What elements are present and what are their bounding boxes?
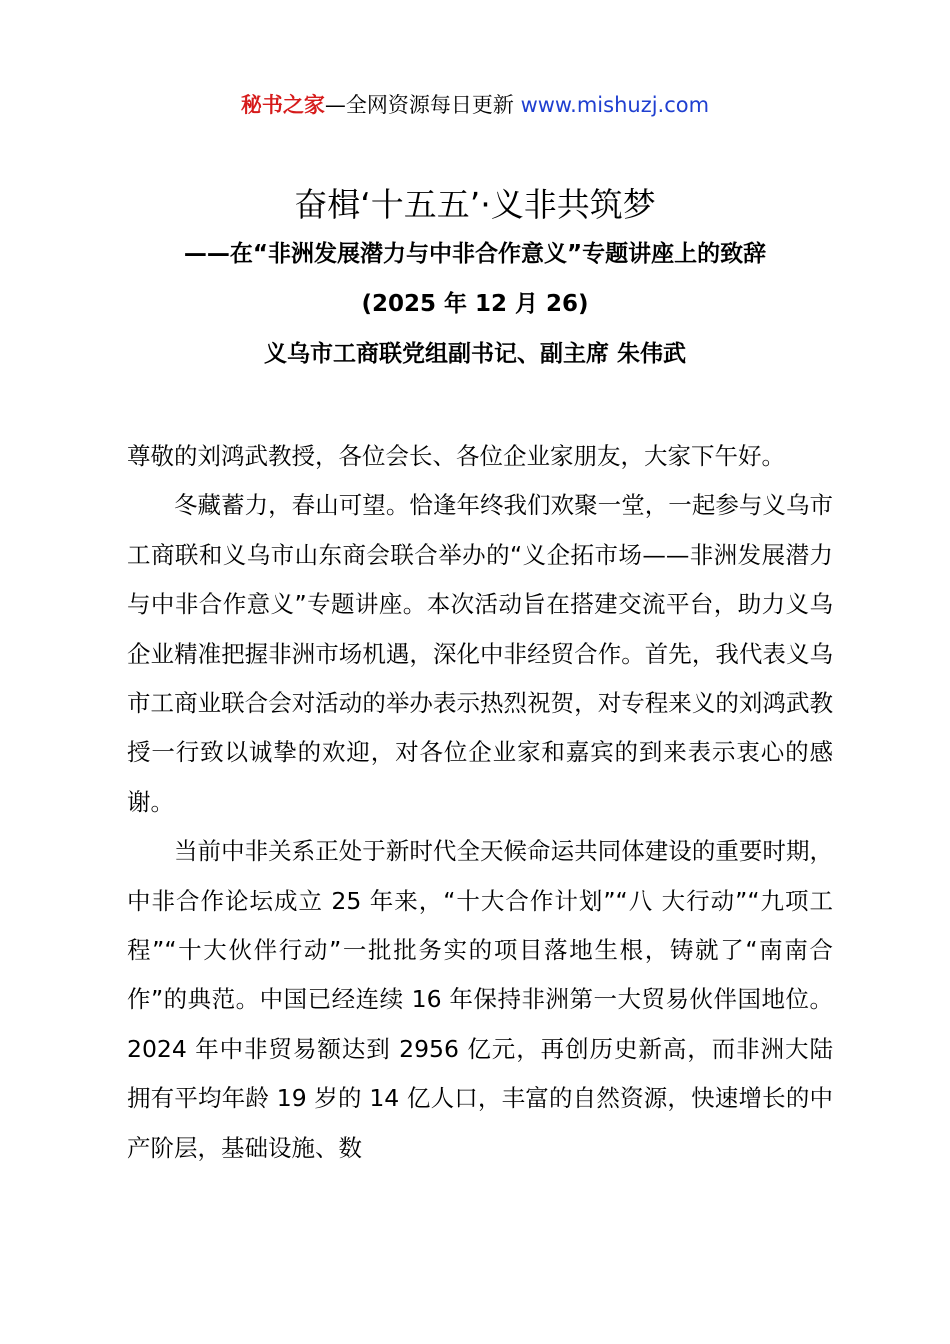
- brand-name: 秘书之家: [240, 93, 325, 117]
- site-header: [0, 88, 950, 122]
- body-paragraph: 冬藏蓄力，春山可望。恰逢年终我们欢聚一堂，一起参与义乌市工商联和义乌市山东商会联合举办的“义企拓市场——非洲发展潜力与中非合作意义”专题讲座。本次活动旨在搭建交流平台，助力义乌企业精准把握非洲市场机遇，深化中非经贸合作。首先，我代表义乌市工商业联合会对活动的举办表示热烈祝贺，对专程来义的刘鸿武教授一行致以诚挚的欢迎，对各位企业家和嘉宾的到来表示衷心的感谢。: [127, 491, 833, 816]
- header-tagline: —全网资源每日更新: [324, 93, 521, 117]
- document-date: (2025 年 12 月 26): [361, 291, 589, 317]
- document-author: 义乌市工商联党组副书记、副主席 朱伟武: [263, 341, 686, 367]
- document-subtitle: ——在“非洲发展潜力与中非合作意义”专题讲座上的致辞: [183, 241, 767, 267]
- document-body: [127, 432, 833, 1173]
- document-title: 奋楫‘十五五’·义非共筑梦: [294, 185, 656, 224]
- site-url-link[interactable]: www.mishuzj.com: [520, 93, 710, 117]
- body-paragraph: 当前中非关系正处于新时代全天候命运共同体建设的重要时期，中非合作论坛成立 25 年来，“十大合作计划”“八 大行动”“九项工程”“十大伙伴行动”一批批务实的项目落地生根，铸就了“南南合作”的典范。中国已经连续 16 年保持非洲第一大贸易伙伴国地位。2024 年中非贸易额达到 2956 亿元，再创历史新高，而非洲大陆拥有平均年龄 19 岁的 14 亿人口，丰富的自然资源，快速增长的中产阶层，基础设施、数: [127, 837, 833, 1162]
- greeting-paragraph: 尊敬的刘鸿武教授，各位会长、各位企业家朋友，大家下午好。: [127, 442, 785, 470]
